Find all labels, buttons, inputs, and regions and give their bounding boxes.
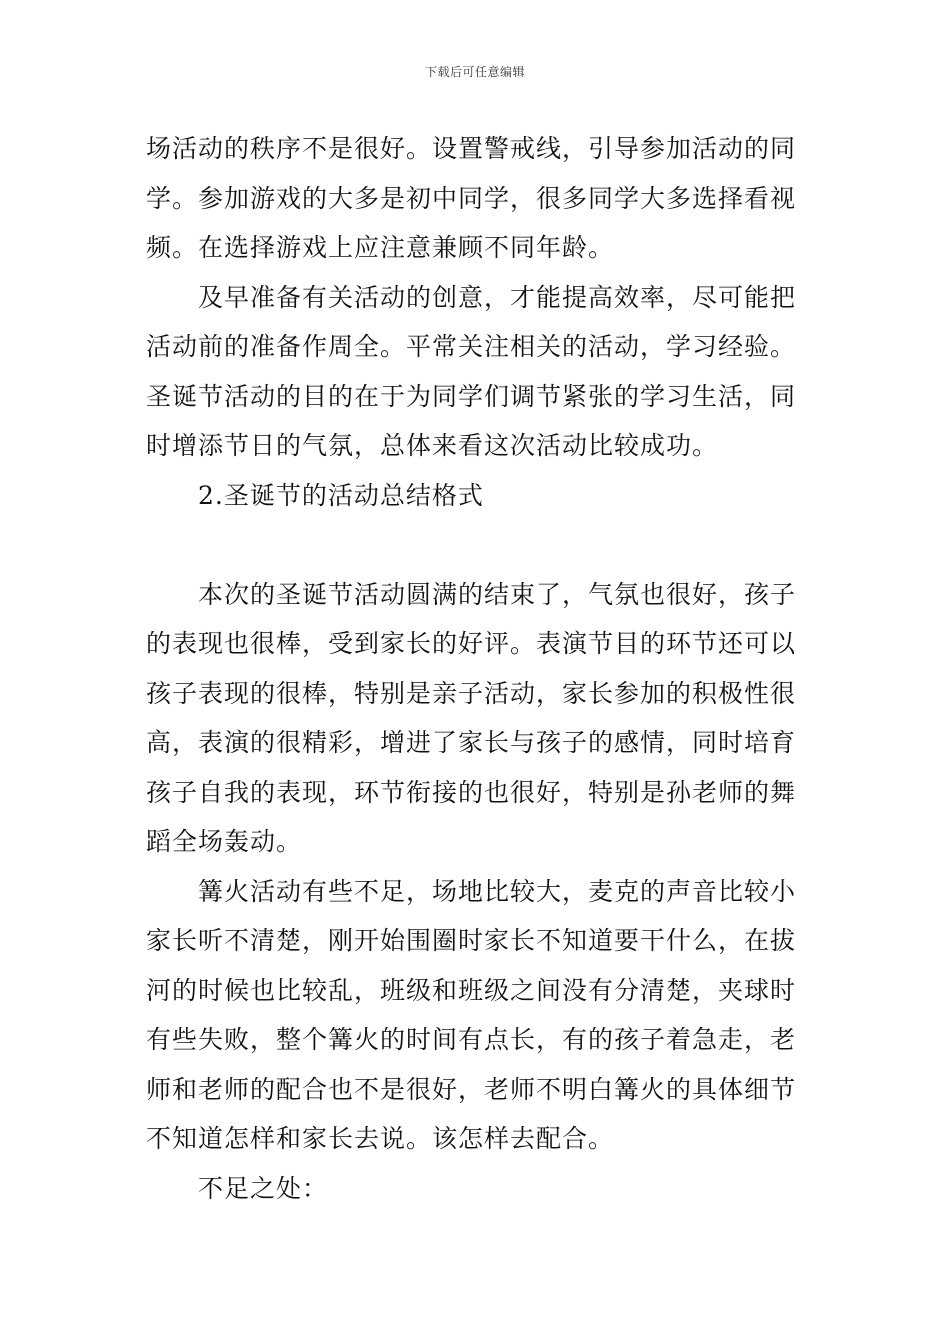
text-line: 孩子表现的很棒，特别是亲子活动，家长参加的积极性很	[146, 678, 797, 708]
page-header-note: 下载后可任意编辑	[424, 65, 525, 79]
text-line: 圣诞节活动的目的在于为同学们调节紧张的学习生活，同	[146, 381, 797, 411]
text-line: 时增添节日的气氛，总体来看这次活动比较成功。	[146, 431, 719, 460]
text-line: 家长听不清楚，刚开始围圈时家长不知道要干什么，在拔	[146, 926, 797, 955]
document-body	[146, 124, 806, 1213]
text-line: 活动前的准备作周全。平常关注相关的活动，学习经验。	[146, 332, 797, 361]
text-line: 高，表演的很精彩，增进了家长与孩子的感情，同时培育	[146, 728, 797, 757]
section-heading: 2.圣诞节的活动总结格式	[198, 480, 484, 510]
text-line: 频。在选择游戏上应注意兼顾不同年龄。	[146, 233, 615, 262]
text-line: 孩子自我的表现，环节衔接的也很好，特别是孙老师的舞	[146, 777, 797, 807]
text-line: 师和老师的配合也不是很好，老师不明白篝火的具体细节	[146, 1074, 797, 1104]
text-line: 河的时候也比较乱，班级和班级之间没有分清楚，夹球时	[146, 975, 797, 1005]
text-line: 有些失败，整个篝火的时间有点长，有的孩子着急走，老	[146, 1025, 797, 1054]
paragraph-start-line: 及早准备有关活动的创意，才能提高效率，尽可能把	[198, 282, 797, 312]
paragraph-start-line: 不足之处：	[198, 1173, 329, 1203]
text-line: 学。参加游戏的大多是初中同学，很多同学大多选择看视	[146, 183, 797, 213]
text-line: 不知道怎样和家长去说。该怎样去配合。	[146, 1124, 615, 1153]
text-line: 蹈全场轰动。	[146, 827, 303, 856]
text-line: 的表现也很棒，受到家长的好评。表演节目的环节还可以	[146, 629, 797, 658]
text-line: 场活动的秩序不是很好。设置警戒线，引导参加活动的同	[146, 134, 797, 163]
paragraph-start-line: 本次的圣诞节活动圆满的结束了，气氛也很好，孩子	[198, 579, 797, 609]
blank-line	[146, 520, 806, 570]
paragraph-start-line: 篝火活动有些不足，场地比较大，麦克的声音比较小	[198, 876, 797, 906]
